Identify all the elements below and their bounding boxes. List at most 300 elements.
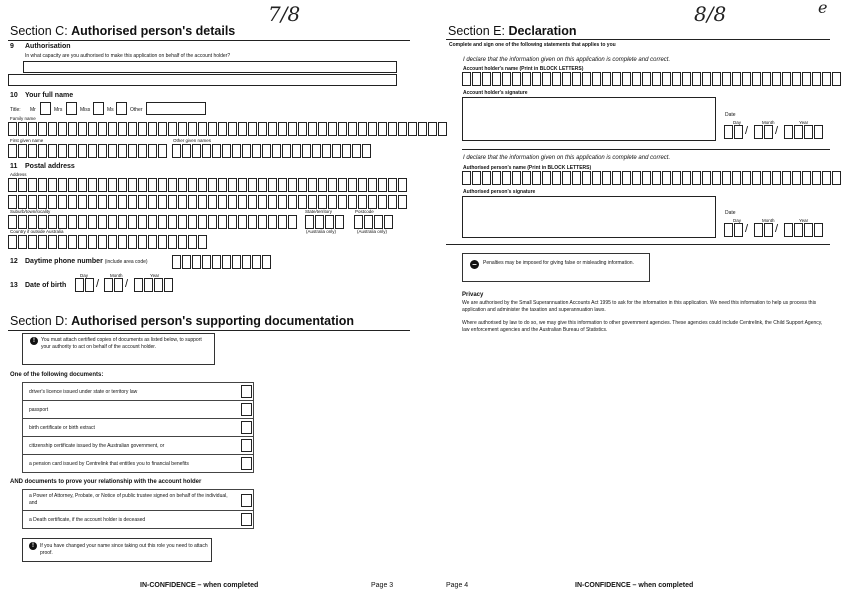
char-box[interactable] (128, 122, 137, 136)
char-box[interactable] (178, 215, 187, 229)
char-box[interactable] (348, 195, 357, 209)
char-box[interactable] (78, 178, 87, 192)
char-box[interactable] (822, 72, 831, 86)
char-box[interactable] (128, 215, 137, 229)
char-box[interactable] (108, 195, 117, 209)
char-box[interactable] (138, 144, 147, 158)
char-box[interactable] (88, 122, 97, 136)
char-box[interactable] (398, 122, 407, 136)
char-box[interactable] (178, 178, 187, 192)
char-box[interactable] (188, 122, 197, 136)
char-box[interactable] (512, 72, 521, 86)
doc-citizenship-checkbox[interactable] (241, 439, 252, 452)
char-box[interactable] (134, 278, 143, 292)
char-box[interactable] (362, 144, 371, 158)
char-box[interactable] (672, 72, 681, 86)
char-box[interactable] (78, 195, 87, 209)
char-box[interactable] (278, 215, 287, 229)
title-miss-checkbox[interactable] (93, 102, 104, 115)
char-box[interactable] (18, 235, 27, 249)
char-box[interactable] (252, 255, 261, 269)
char-box[interactable] (542, 171, 551, 185)
char-box[interactable] (188, 178, 197, 192)
auth-date-month-boxes[interactable] (754, 223, 774, 237)
char-box[interactable] (222, 255, 231, 269)
char-box[interactable] (378, 178, 387, 192)
char-box[interactable] (98, 122, 107, 136)
char-box[interactable] (218, 178, 227, 192)
char-box[interactable] (312, 144, 321, 158)
char-box[interactable] (784, 125, 793, 139)
char-box[interactable] (88, 144, 97, 158)
char-box[interactable] (712, 171, 721, 185)
char-box[interactable] (812, 171, 821, 185)
char-box[interactable] (178, 235, 187, 249)
char-box[interactable] (318, 178, 327, 192)
char-box[interactable] (168, 235, 177, 249)
char-box[interactable] (358, 195, 367, 209)
char-box[interactable] (482, 72, 491, 86)
char-box[interactable] (248, 178, 257, 192)
dob-month-boxes[interactable] (104, 278, 124, 292)
holder-date-month-boxes[interactable] (754, 125, 774, 139)
char-box[interactable] (612, 171, 621, 185)
char-box[interactable] (562, 72, 571, 86)
auth-date-year-boxes[interactable] (784, 223, 824, 237)
char-box[interactable] (268, 195, 277, 209)
auth-signature-field[interactable] (462, 196, 716, 238)
char-box[interactable] (692, 171, 701, 185)
char-box[interactable] (282, 144, 291, 158)
char-box[interactable] (138, 122, 147, 136)
char-box[interactable] (692, 72, 701, 86)
char-box[interactable] (242, 144, 251, 158)
char-box[interactable] (348, 122, 357, 136)
char-box[interactable] (38, 195, 47, 209)
char-box[interactable] (764, 125, 773, 139)
char-box[interactable] (642, 171, 651, 185)
char-box[interactable] (108, 215, 117, 229)
char-box[interactable] (552, 171, 561, 185)
char-box[interactable] (814, 125, 823, 139)
char-box[interactable] (18, 195, 27, 209)
char-box[interactable] (85, 278, 94, 292)
char-box[interactable] (762, 72, 771, 86)
char-box[interactable] (118, 144, 127, 158)
char-box[interactable] (8, 144, 17, 158)
char-box[interactable] (682, 171, 691, 185)
char-box[interactable] (492, 171, 501, 185)
title-ms-checkbox[interactable] (116, 102, 127, 115)
char-box[interactable] (98, 144, 107, 158)
char-box[interactable] (502, 72, 511, 86)
suburb-boxes[interactable] (8, 215, 298, 229)
char-box[interactable] (542, 72, 551, 86)
char-box[interactable] (308, 122, 317, 136)
char-box[interactable] (315, 215, 324, 229)
char-box[interactable] (38, 178, 47, 192)
char-box[interactable] (58, 144, 67, 158)
char-box[interactable] (48, 235, 57, 249)
char-box[interactable] (814, 223, 823, 237)
char-box[interactable] (742, 171, 751, 185)
char-box[interactable] (28, 235, 37, 249)
char-box[interactable] (358, 178, 367, 192)
char-box[interactable] (68, 178, 77, 192)
char-box[interactable] (512, 171, 521, 185)
char-box[interactable] (354, 215, 363, 229)
char-box[interactable] (222, 144, 231, 158)
char-box[interactable] (622, 171, 631, 185)
char-box[interactable] (198, 195, 207, 209)
char-box[interactable] (764, 223, 773, 237)
char-box[interactable] (218, 122, 227, 136)
char-box[interactable] (492, 72, 501, 86)
char-box[interactable] (724, 223, 733, 237)
char-box[interactable] (384, 215, 393, 229)
char-box[interactable] (128, 178, 137, 192)
char-box[interactable] (58, 122, 67, 136)
char-box[interactable] (292, 144, 301, 158)
doc-death-certificate-checkbox[interactable] (241, 513, 252, 526)
holder-date-day-boxes[interactable] (724, 125, 744, 139)
char-box[interactable] (212, 144, 221, 158)
char-box[interactable] (522, 72, 531, 86)
holder-name-boxes[interactable] (462, 72, 842, 86)
char-box[interactable] (388, 195, 397, 209)
holder-date-year-boxes[interactable] (784, 125, 824, 139)
char-box[interactable] (18, 144, 27, 158)
doc-birth-certificate-checkbox[interactable] (241, 421, 252, 434)
char-box[interactable] (582, 171, 591, 185)
char-box[interactable] (338, 178, 347, 192)
char-box[interactable] (248, 195, 257, 209)
char-box[interactable] (98, 195, 107, 209)
char-box[interactable] (182, 144, 191, 158)
char-box[interactable] (602, 72, 611, 86)
char-box[interactable] (802, 171, 811, 185)
char-box[interactable] (462, 171, 471, 185)
char-box[interactable] (622, 72, 631, 86)
char-box[interactable] (298, 178, 307, 192)
char-box[interactable] (148, 122, 157, 136)
char-box[interactable] (482, 171, 491, 185)
char-box[interactable] (8, 195, 17, 209)
char-box[interactable] (358, 122, 367, 136)
char-box[interactable] (532, 72, 541, 86)
char-box[interactable] (158, 235, 167, 249)
char-box[interactable] (268, 215, 277, 229)
char-box[interactable] (58, 178, 67, 192)
char-box[interactable] (58, 235, 67, 249)
char-box[interactable] (724, 125, 733, 139)
char-box[interactable] (332, 144, 341, 158)
char-box[interactable] (78, 122, 87, 136)
char-box[interactable] (772, 171, 781, 185)
char-box[interactable] (128, 144, 137, 158)
char-box[interactable] (48, 144, 57, 158)
char-box[interactable] (178, 122, 187, 136)
char-box[interactable] (108, 144, 117, 158)
char-box[interactable] (108, 122, 117, 136)
char-box[interactable] (502, 171, 511, 185)
char-box[interactable] (182, 255, 191, 269)
char-box[interactable] (308, 195, 317, 209)
char-box[interactable] (562, 171, 571, 185)
char-box[interactable] (272, 144, 281, 158)
char-box[interactable] (398, 195, 407, 209)
char-box[interactable] (198, 215, 207, 229)
char-box[interactable] (278, 178, 287, 192)
char-box[interactable] (338, 122, 347, 136)
char-box[interactable] (522, 171, 531, 185)
char-box[interactable] (28, 122, 37, 136)
state-boxes[interactable] (305, 215, 345, 229)
char-box[interactable] (288, 215, 297, 229)
char-box[interactable] (804, 125, 813, 139)
char-box[interactable] (722, 72, 731, 86)
first-given-name-boxes[interactable] (8, 144, 168, 158)
char-box[interactable] (198, 178, 207, 192)
char-box[interactable] (632, 72, 641, 86)
authorisation-line2-field[interactable] (8, 74, 397, 86)
title-mr-checkbox[interactable] (40, 102, 51, 115)
char-box[interactable] (368, 122, 377, 136)
char-box[interactable] (118, 178, 127, 192)
char-box[interactable] (232, 144, 241, 158)
char-box[interactable] (348, 178, 357, 192)
char-box[interactable] (164, 278, 173, 292)
dob-day-boxes[interactable] (75, 278, 95, 292)
char-box[interactable] (754, 223, 763, 237)
char-box[interactable] (104, 278, 113, 292)
char-box[interactable] (248, 122, 257, 136)
char-box[interactable] (368, 195, 377, 209)
char-box[interactable] (68, 122, 77, 136)
char-box[interactable] (98, 215, 107, 229)
char-box[interactable] (288, 195, 297, 209)
char-box[interactable] (128, 235, 137, 249)
char-box[interactable] (28, 215, 37, 229)
doc-power-of-attorney-checkbox[interactable] (241, 494, 252, 507)
char-box[interactable] (752, 171, 761, 185)
char-box[interactable] (88, 215, 97, 229)
char-box[interactable] (208, 195, 217, 209)
char-box[interactable] (822, 171, 831, 185)
char-box[interactable] (188, 195, 197, 209)
char-box[interactable] (128, 195, 137, 209)
char-box[interactable] (18, 215, 27, 229)
char-box[interactable] (28, 178, 37, 192)
char-box[interactable] (278, 122, 287, 136)
doc-passport-checkbox[interactable] (241, 403, 252, 416)
char-box[interactable] (632, 171, 641, 185)
char-box[interactable] (188, 215, 197, 229)
char-box[interactable] (572, 72, 581, 86)
char-box[interactable] (138, 195, 147, 209)
char-box[interactable] (18, 178, 27, 192)
char-box[interactable] (172, 255, 181, 269)
char-box[interactable] (158, 195, 167, 209)
char-box[interactable] (268, 178, 277, 192)
char-box[interactable] (38, 122, 47, 136)
char-box[interactable] (218, 195, 227, 209)
char-box[interactable] (202, 144, 211, 158)
char-box[interactable] (792, 72, 801, 86)
char-box[interactable] (18, 122, 27, 136)
char-box[interactable] (368, 178, 377, 192)
char-box[interactable] (794, 223, 803, 237)
char-box[interactable] (308, 178, 317, 192)
doc-drivers-licence-checkbox[interactable] (241, 385, 252, 398)
char-box[interactable] (782, 171, 791, 185)
char-box[interactable] (388, 122, 397, 136)
char-box[interactable] (772, 72, 781, 86)
char-box[interactable] (682, 72, 691, 86)
char-box[interactable] (378, 122, 387, 136)
char-box[interactable] (342, 144, 351, 158)
char-box[interactable] (752, 72, 761, 86)
char-box[interactable] (212, 255, 221, 269)
char-box[interactable] (232, 255, 241, 269)
char-box[interactable] (38, 144, 47, 158)
char-box[interactable] (68, 215, 77, 229)
char-box[interactable] (168, 122, 177, 136)
char-box[interactable] (168, 215, 177, 229)
char-box[interactable] (58, 195, 67, 209)
char-box[interactable] (322, 144, 331, 158)
char-box[interactable] (652, 171, 661, 185)
char-box[interactable] (88, 195, 97, 209)
char-box[interactable] (158, 215, 167, 229)
char-box[interactable] (192, 144, 201, 158)
char-box[interactable] (258, 122, 267, 136)
char-box[interactable] (248, 215, 257, 229)
char-box[interactable] (592, 72, 601, 86)
char-box[interactable] (642, 72, 651, 86)
char-box[interactable] (202, 255, 211, 269)
char-box[interactable] (268, 122, 277, 136)
char-box[interactable] (298, 122, 307, 136)
char-box[interactable] (734, 125, 743, 139)
char-box[interactable] (702, 72, 711, 86)
char-box[interactable] (732, 72, 741, 86)
char-box[interactable] (68, 195, 77, 209)
char-box[interactable] (78, 215, 87, 229)
char-box[interactable] (88, 235, 97, 249)
char-box[interactable] (138, 215, 147, 229)
char-box[interactable] (158, 144, 167, 158)
char-box[interactable] (148, 215, 157, 229)
char-box[interactable] (812, 72, 821, 86)
char-box[interactable] (832, 171, 841, 185)
char-box[interactable] (288, 178, 297, 192)
char-box[interactable] (784, 223, 793, 237)
phone-boxes[interactable] (172, 255, 272, 269)
char-box[interactable] (782, 72, 791, 86)
char-box[interactable] (158, 122, 167, 136)
postcode-boxes[interactable] (354, 215, 394, 229)
char-box[interactable] (208, 178, 217, 192)
char-box[interactable] (228, 215, 237, 229)
char-box[interactable] (242, 255, 251, 269)
char-box[interactable] (188, 235, 197, 249)
char-box[interactable] (148, 144, 157, 158)
char-box[interactable] (148, 178, 157, 192)
char-box[interactable] (114, 278, 123, 292)
char-box[interactable] (98, 235, 107, 249)
char-box[interactable] (804, 223, 813, 237)
address-line1-boxes[interactable] (8, 178, 408, 192)
char-box[interactable] (138, 178, 147, 192)
char-box[interactable] (262, 255, 271, 269)
auth-date-day-boxes[interactable] (724, 223, 744, 237)
char-box[interactable] (228, 122, 237, 136)
char-box[interactable] (28, 144, 37, 158)
char-box[interactable] (118, 122, 127, 136)
char-box[interactable] (258, 195, 267, 209)
country-boxes[interactable] (8, 235, 208, 249)
char-box[interactable] (582, 72, 591, 86)
char-box[interactable] (754, 125, 763, 139)
char-box[interactable] (302, 144, 311, 158)
char-box[interactable] (108, 178, 117, 192)
char-box[interactable] (48, 178, 57, 192)
char-box[interactable] (238, 195, 247, 209)
char-box[interactable] (722, 171, 731, 185)
char-box[interactable] (662, 72, 671, 86)
char-box[interactable] (28, 195, 37, 209)
char-box[interactable] (318, 122, 327, 136)
char-box[interactable] (652, 72, 661, 86)
char-box[interactable] (462, 72, 471, 86)
char-box[interactable] (252, 144, 261, 158)
char-box[interactable] (305, 215, 314, 229)
char-box[interactable] (208, 215, 217, 229)
address-line2-boxes[interactable] (8, 195, 408, 209)
char-box[interactable] (98, 178, 107, 192)
char-box[interactable] (712, 72, 721, 86)
char-box[interactable] (762, 171, 771, 185)
char-box[interactable] (792, 171, 801, 185)
title-other-field[interactable] (146, 102, 206, 115)
char-box[interactable] (328, 122, 337, 136)
char-box[interactable] (48, 195, 57, 209)
char-box[interactable] (68, 235, 77, 249)
char-box[interactable] (734, 223, 743, 237)
auth-name-boxes[interactable] (462, 171, 842, 185)
char-box[interactable] (238, 122, 247, 136)
char-box[interactable] (118, 235, 127, 249)
char-box[interactable] (78, 235, 87, 249)
char-box[interactable] (338, 195, 347, 209)
char-box[interactable] (138, 235, 147, 249)
char-box[interactable] (662, 171, 671, 185)
char-box[interactable] (388, 178, 397, 192)
char-box[interactable] (298, 195, 307, 209)
char-box[interactable] (8, 122, 17, 136)
char-box[interactable] (742, 72, 751, 86)
char-box[interactable] (88, 178, 97, 192)
char-box[interactable] (318, 195, 327, 209)
char-box[interactable] (58, 215, 67, 229)
char-box[interactable] (364, 215, 373, 229)
char-box[interactable] (278, 195, 287, 209)
char-box[interactable] (68, 144, 77, 158)
char-box[interactable] (258, 215, 267, 229)
family-name-boxes[interactable] (8, 122, 448, 136)
char-box[interactable] (794, 125, 803, 139)
